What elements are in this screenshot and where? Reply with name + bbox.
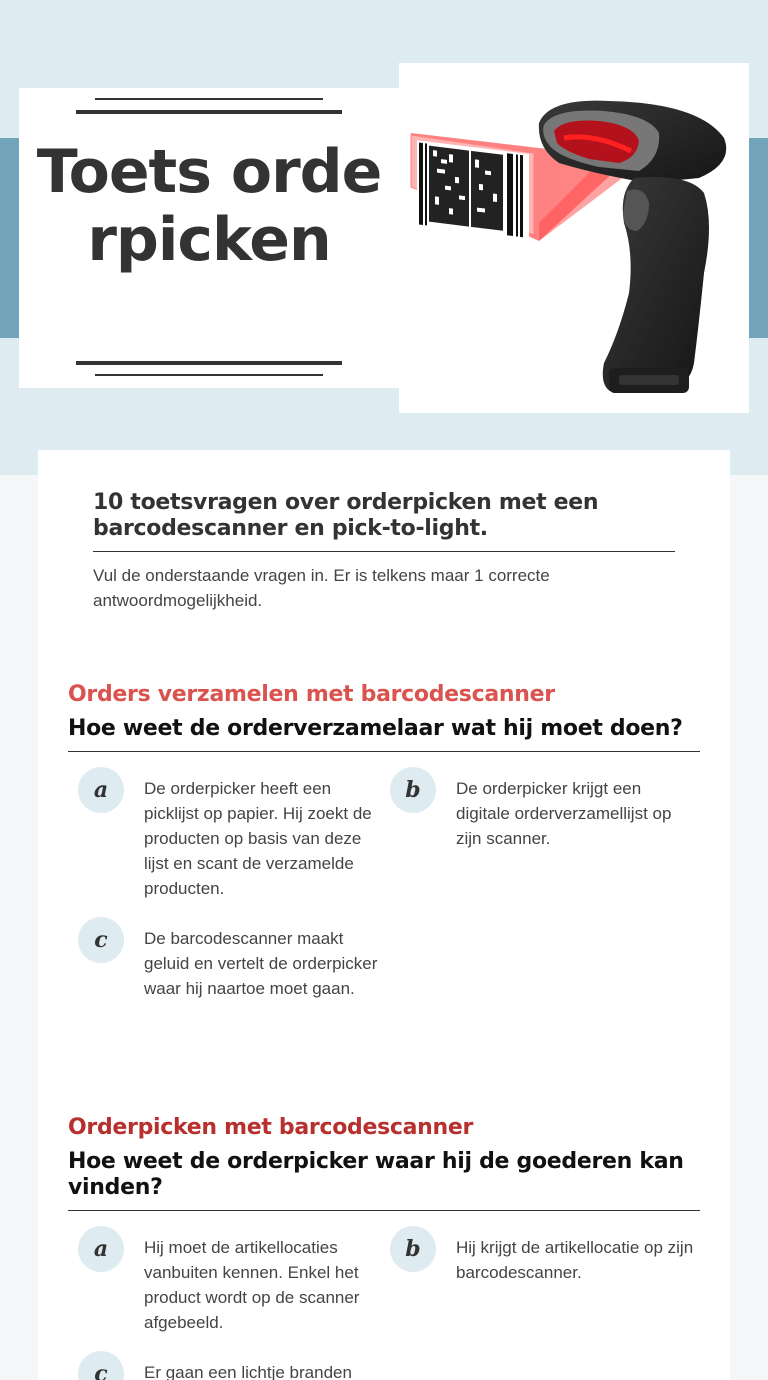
answer-text: De orderpicker krijgt een digitale orderverzamellijst op zijn scanner. [456, 779, 672, 848]
intro-section [93, 490, 675, 613]
answer-letter-badge[interactable]: c [78, 1351, 124, 1380]
answer-letter-badge[interactable]: a [78, 1226, 124, 1272]
divider [95, 98, 323, 100]
page-title: Toets orderpicken [36, 137, 382, 275]
question-1 [68, 681, 700, 998]
answer-text: Hij moet de artikellocaties vanbuiten kennen. Enkel het product wordt op de scanner afgebeeld. [144, 1238, 360, 1332]
barcode-scanner-image [399, 63, 749, 413]
answer-text: De barcodescanner maakt geluid en vertelt de orderpicker waar hij naartoe moet gaan. [144, 929, 378, 998]
barcode-scanner-icon [399, 63, 749, 413]
question-2 [68, 1114, 700, 1380]
question-text: Hoe weet de orderverzamelaar wat hij moet doen? [68, 716, 700, 752]
question-category: Orderpicken met barcodescanner [68, 1115, 474, 1140]
question-category: Orders verzamelen met barcodescanner [68, 682, 555, 707]
answer-letter-badge[interactable]: b [390, 1226, 436, 1272]
divider [95, 374, 323, 376]
title-card [19, 88, 399, 388]
answer-text: Er gaan een lichtje branden [144, 1363, 352, 1380]
answer-text: De orderpicker heeft een picklijst op papier. Hij zoekt de producten op basis van deze lijst en scant de verzamelde producten. [144, 779, 372, 898]
answer-letter-badge[interactable]: b [390, 767, 436, 813]
answer-text: Hij krijgt de artikellocatie op zijn barcodescanner. [456, 1238, 694, 1282]
intro-instructions: Vul de onderstaande vragen in. Er is telkens maar 1 correcte antwoordmogelijkheid. [93, 566, 550, 610]
divider [76, 110, 342, 114]
answer-letter-badge[interactable]: c [78, 917, 124, 963]
quiz-card [38, 450, 730, 1380]
answer-letter-badge[interactable]: a [78, 767, 124, 813]
divider [76, 361, 342, 365]
question-text: Hoe weet de orderpicker waar hij de goederen kan vinden? [68, 1149, 700, 1211]
intro-heading: 10 toetsvragen over orderpicken met een barcodescanner en pick-to-light. [93, 490, 675, 552]
